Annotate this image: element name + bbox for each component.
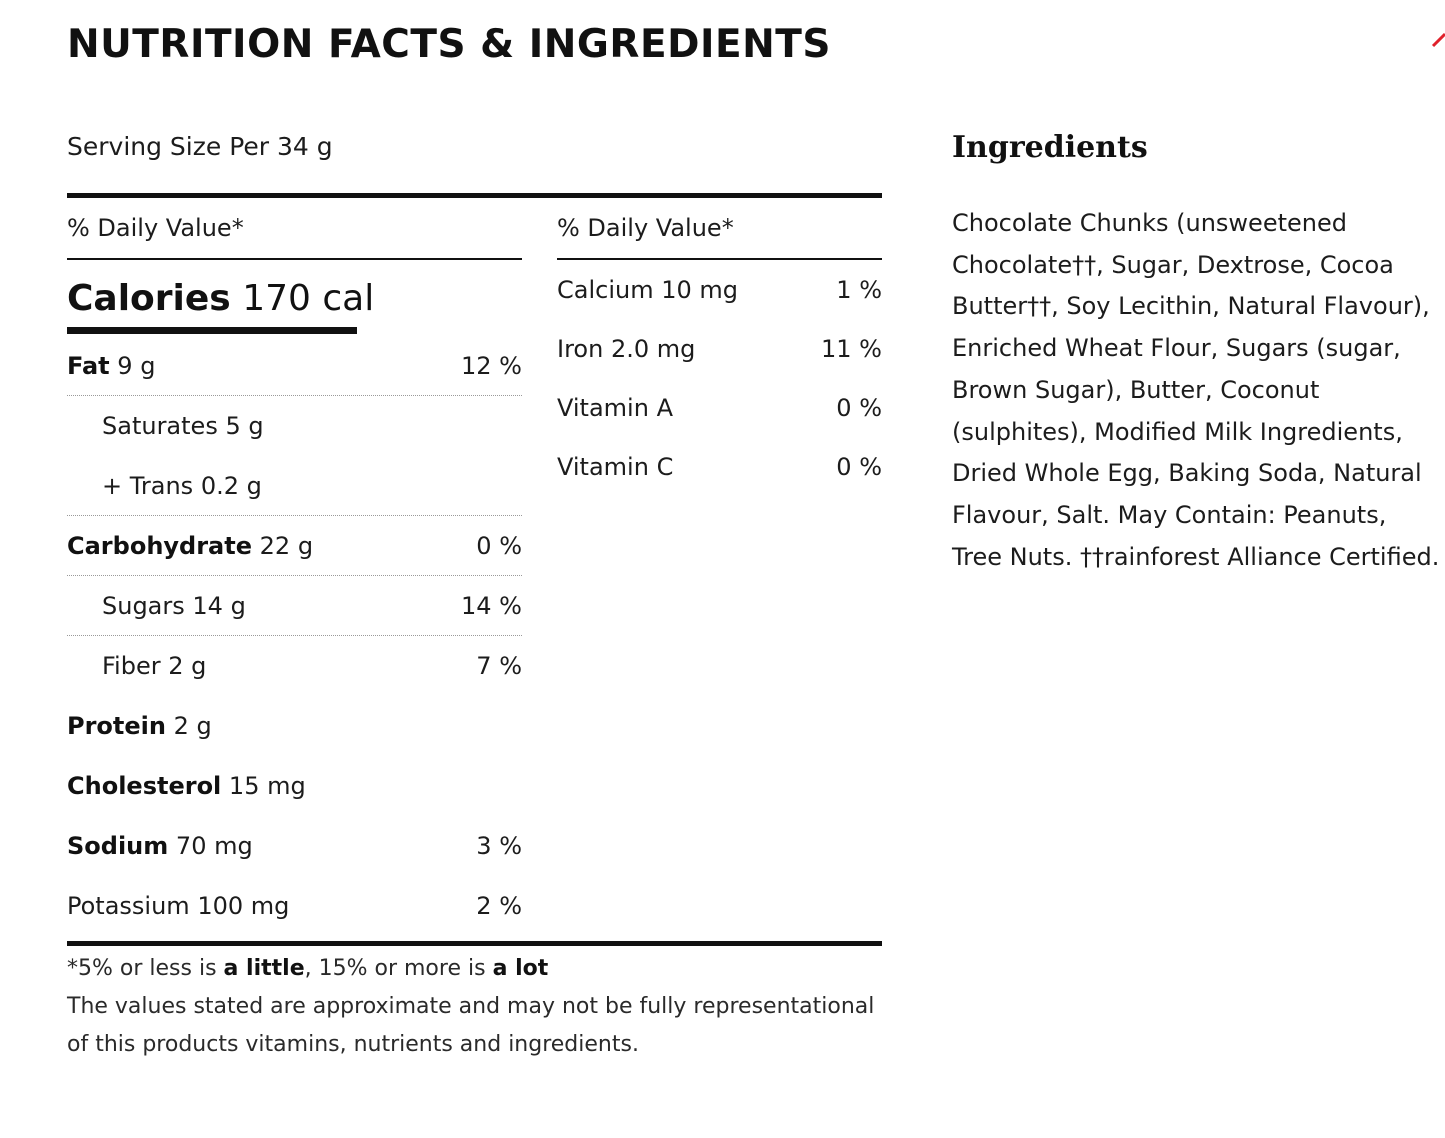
disclaimer: The values stated are approximate and may not be fully representational of this products vitamins, nutrients and ingredients.: [67, 994, 875, 1057]
vitamin-percent: 0 %: [836, 393, 882, 422]
daily-value-header: % Daily Value*: [67, 198, 522, 260]
nutrient-row-sodium: [67, 816, 522, 876]
daily-value-note: *5% or less is a little, 15% or more is a lot: [67, 956, 549, 981]
nutrient-label: Cholesterol: [67, 772, 222, 800]
nutrient-row-saturates: [67, 396, 522, 456]
footnote: [67, 950, 897, 1064]
ingredients-title: Ingredients: [952, 130, 1148, 165]
mineral-label: Iron 2.0 mg: [557, 334, 696, 363]
nutrient-amount: 5 g: [225, 412, 264, 440]
little-emphasis: a little: [223, 956, 305, 981]
ingredients-text: Chocolate Chunks (unsweetened Chocolate††, Sugar, Dextrose, Cocoa Butter††, Soy Lecithin, Natural Flavour), Enriched Wheat Flour, Sugars (sugar, Brown Sugar), Butter, Coconut (sulphites), Modified Milk Ingredients, Dried Whole Egg, Baking Soda, Natural Flavour, Salt. May Contain: Peanuts, Tree Nuts. ††rainforest Alliance Certified.: [952, 209, 1440, 571]
mineral-label: Calcium 10 mg: [557, 275, 738, 304]
nutrient-label: Carbohydrate: [67, 531, 253, 560]
mineral-row-calcium: [557, 260, 882, 319]
nutrient-label: Sugars: [102, 591, 185, 620]
nutrient-row-sugars: [67, 576, 522, 636]
nutrient-amount: 14 g: [192, 591, 246, 620]
nutrient-amount: 15 mg: [228, 772, 306, 800]
vitamin-label: Vitamin C: [557, 452, 674, 481]
nutrient-row-potassium: [67, 876, 522, 936]
nutrient-amount: 0.2 g: [200, 471, 262, 500]
nutrient-label: Fat: [67, 351, 110, 380]
mineral-percent: 1 %: [836, 275, 882, 304]
nutrient-percent: 14 %: [461, 591, 522, 620]
nutrient-percent: 12 %: [461, 351, 522, 380]
nutrient-amount: 2 g: [173, 712, 212, 740]
page-title: NUTRITION FACTS & INGREDIENTS: [67, 22, 831, 67]
mineral-percent: 11 %: [821, 334, 882, 363]
calories-underline: [67, 327, 357, 334]
nutrient-amount: 70 mg: [175, 832, 253, 860]
nutrient-percent: 7 %: [476, 652, 522, 680]
nutrient-amount: 2 g: [168, 652, 207, 680]
calories-value: 170 cal: [242, 278, 375, 319]
vitamins-minerals-column: [557, 198, 882, 496]
nutrient-label: Fiber: [102, 652, 161, 680]
vitamin-label: Vitamin A: [557, 393, 673, 422]
nutrient-row-protein: [67, 696, 522, 756]
nutrient-row-cholesterol: [67, 756, 522, 816]
bottom-divider: [67, 941, 882, 946]
nutrient-percent: 0 %: [476, 531, 522, 560]
serving-size: Serving Size Per 34 g: [67, 132, 333, 161]
nutrient-percent: 2 %: [476, 892, 522, 920]
vitamin-percent: 0 %: [836, 452, 882, 481]
nutrient-label: Sodium: [67, 832, 169, 860]
daily-value-header: % Daily Value*: [557, 198, 882, 260]
nutrient-label: Potassium: [67, 892, 190, 920]
nutrient-label: Protein: [67, 712, 166, 740]
vitamin-row-a: [557, 378, 882, 437]
nutrient-amount: 22 g: [259, 531, 314, 560]
vitamin-row-c: [557, 437, 882, 496]
nutrient-amount: 9 g: [117, 351, 156, 380]
nutrient-amount: 100 mg: [197, 892, 290, 920]
calories-label: Calories: [67, 278, 231, 319]
nutrient-row-carbohydrate: [67, 516, 522, 576]
macronutrients-column: [67, 198, 522, 936]
mineral-row-iron: [557, 319, 882, 378]
corner-slash-icon: [1431, 32, 1445, 52]
lot-emphasis: a lot: [492, 956, 549, 981]
nutrient-percent: 3 %: [476, 832, 522, 860]
nutrient-label: + Trans: [102, 471, 194, 500]
calories-row: [67, 260, 522, 336]
nutrient-row-fiber: [67, 636, 522, 696]
nutrient-label: Saturates: [102, 412, 218, 440]
nutrient-row-trans: [67, 456, 522, 516]
nutrient-row-fat: [67, 336, 522, 396]
